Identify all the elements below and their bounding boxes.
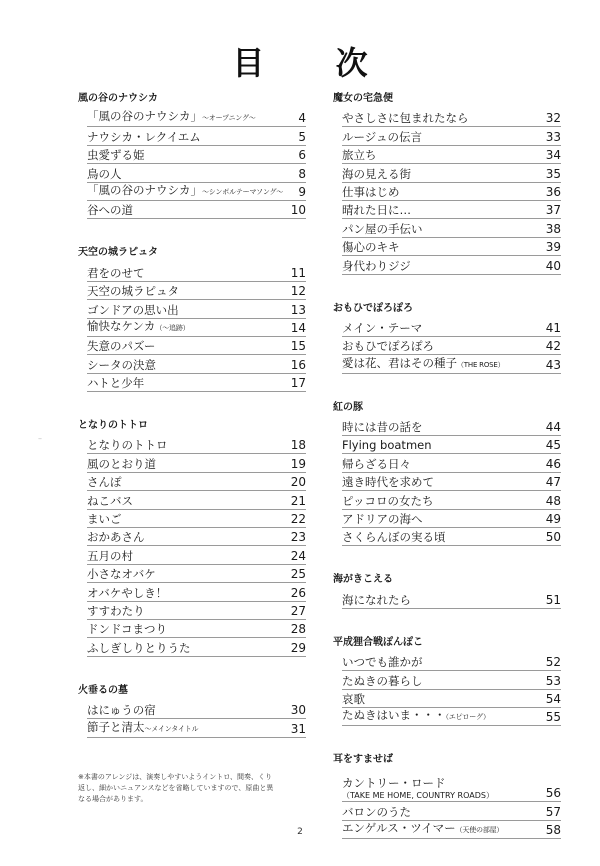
entry-title-text: 仕事はじめ [342,184,400,199]
toc-entry[interactable] [342,491,561,509]
entry-title-text: たぬきはいま・・・ [342,708,446,723]
entry-title [87,339,155,354]
toc-entry[interactable] [342,219,561,237]
margin-mark: – [38,434,42,443]
entry-title-text: バロンのうた [342,804,411,819]
toc-section [78,419,306,657]
entry-title-text: ハトと少年 [87,376,145,391]
entry-title [87,109,256,126]
entry-title-text: 海の見える街 [342,166,411,181]
entry-title [87,303,179,318]
entry-page-number: 43 [545,357,561,372]
toc-entry[interactable] [87,510,306,528]
entry-title-text: 愉快なケンカ [87,318,156,333]
entry-title-text: ふしぎしりとりうた [87,640,191,655]
entry-title-text: 失意のパズー [87,339,156,354]
entry-title-text: 君をのせて [87,265,145,280]
toc-entry[interactable] [87,146,306,164]
entry-title [87,494,133,509]
toc-entry[interactable] [87,109,306,127]
entry-title-text: はにゅうの宿 [87,703,156,718]
entry-title-text: 時には昔の話を [342,420,423,435]
entry-title-text: シータの決意 [87,357,156,372]
entry-title [342,185,400,200]
toc-entry[interactable] [87,602,306,620]
toc-entry[interactable] [87,201,306,219]
toc-section [333,401,561,547]
entry-subtitle: ～オープニング～ [202,114,256,123]
section-title: 紅の豚 [333,401,363,413]
toc-entry[interactable] [342,590,561,608]
entry-page-number: 16 [290,357,306,372]
entry-title [87,586,167,601]
entry-page-number: 30 [290,703,306,718]
section-title: 魔女の宅急便 [333,93,393,104]
entry-page-number: 39 [545,240,561,255]
entry-page-number: 48 [545,493,561,508]
entry-title [87,530,145,545]
entry-title-text: パン屋の手伝い [342,221,423,236]
toc-entry[interactable] [87,454,306,472]
toc-entry[interactable] [342,454,561,472]
entry-title-text: ゴンドアの思い出 [87,302,179,317]
entry-page-number: 42 [545,339,561,354]
entry-page-number: 58 [545,823,561,838]
toc-entry[interactable] [87,701,306,719]
entry-title-text: 鳥の人 [87,166,122,181]
toc-entry[interactable] [342,238,561,256]
entry-page-number: 15 [290,339,306,354]
entry-page-number: 9 [298,184,306,199]
entry-title [87,319,189,336]
toc-entry[interactable] [87,719,306,737]
toc-section [333,573,561,608]
toc-entry[interactable] [342,770,561,802]
entry-subtitle: （THE ROSE） [457,360,505,369]
entry-title [342,356,504,373]
toc-entry[interactable] [342,319,561,337]
entry-page-number: 37 [545,203,561,218]
entry-page-number: 46 [545,456,561,471]
entry-title [342,111,469,126]
entry-title [87,376,144,391]
entry-title-text: 五月の村 [87,548,133,563]
entry-title-text: おかあさん [87,530,145,545]
toc-section [333,636,561,727]
entry-title [87,567,156,582]
entry-page-number: 28 [290,622,306,637]
toc-entry[interactable] [342,355,561,373]
toc-entry[interactable] [342,164,561,182]
entry-title-text: さくらんぼの実る頃 [342,530,446,545]
entry-title [342,130,422,145]
entry-title-text: 海になれたら [342,592,411,607]
toc-entry[interactable] [342,146,561,164]
entry-title-text: すすわたり [87,603,145,618]
entry-page-number: 49 [545,512,561,527]
entry-page-number: 51 [545,592,561,607]
entry-title [342,708,490,725]
entry-page-number: 6 [298,148,306,163]
entry-title-text: 帰らざる日々 [342,456,411,471]
entry-title [87,641,191,656]
entry-title [87,358,156,373]
toc-section [333,92,561,275]
entry-title [87,203,133,218]
toc-entry[interactable] [87,164,306,182]
entry-title-text: 小さなオバケ [87,567,156,582]
toc-entry[interactable] [87,127,306,145]
toc-entry[interactable] [87,638,306,656]
toc-entry[interactable] [342,708,561,726]
toc-entry[interactable] [87,355,306,373]
entry-title [342,148,377,163]
toc-entry[interactable] [87,183,306,201]
entry-subtitle: （～追跡） [155,323,190,332]
entry-title-text: 傷心のキキ [342,240,400,255]
entry-page-number: 13 [290,302,306,317]
entry-page-number: 5 [298,129,306,144]
entry-title [342,339,434,354]
toc-entry[interactable] [87,436,306,454]
entry-title-text: おもひでぽろぽろ [342,339,434,354]
entry-page-number: 38 [545,221,561,236]
entry-title-text: 身代わりジジ [342,258,411,273]
entry-page-number: 53 [545,673,561,688]
toc-entry[interactable] [342,183,561,201]
entry-title [87,148,145,163]
entry-title-text: となりのトトロ [87,438,168,453]
toc-entry[interactable] [342,671,561,689]
entry-title-text: やさしさに包まれたなら [342,111,469,126]
entry-title [342,655,423,670]
entry-page-number: 32 [545,111,561,126]
toc-entry[interactable] [342,510,561,528]
entry-page-number: 50 [545,530,561,545]
toc-entry[interactable] [87,491,306,509]
entry-page-number: 31 [290,721,306,736]
toc-entry[interactable] [87,282,306,300]
entry-title-text: 遠き時代を求めて [342,475,434,490]
entry-page-number: 55 [545,710,561,725]
entry-title [87,130,201,145]
entry-title [87,167,122,182]
toc-entry[interactable] [342,436,561,454]
toc-entry[interactable] [342,256,561,274]
entry-page-number: 14 [290,320,306,335]
entry-title [87,703,156,718]
section-title: 風の谷のナウシカ [78,93,158,104]
entry-title-text: アドリアの海へ [342,512,423,527]
entry-subtitle: ～シンボルテーマソング～ [202,187,284,196]
entry-title-text: ナウシカ・レクイエム [87,129,201,144]
entry-title-text: ドンドコまつり [87,622,168,637]
section-title: 火垂るの墓 [78,684,128,696]
entry-title-text: 虫愛ずる姫 [87,148,145,163]
entry-title [342,167,411,182]
entry-title [342,203,411,218]
toc-entry[interactable] [342,528,561,546]
entry-title-text: ルージュの伝言 [342,129,423,144]
entry-title [342,321,422,336]
toc-entry[interactable] [342,109,561,127]
toc-entry[interactable] [342,337,561,355]
entry-title [342,777,494,801]
entry-title [87,266,145,281]
toc-entry[interactable] [87,565,306,583]
entry-page-number: 56 [545,786,561,801]
toc-entry[interactable] [342,802,561,820]
entry-title [342,240,400,255]
toc-entry[interactable] [342,473,561,491]
entry-page-number: 57 [545,804,561,819]
toc-section [333,302,561,374]
toc-entry[interactable] [342,690,561,708]
entry-page-number: 45 [545,438,561,453]
section-title: 海がきこえる [333,574,393,586]
entry-title [342,259,411,274]
entry-page-number: 24 [290,548,306,563]
toc-entry[interactable] [87,528,306,546]
entry-title [342,805,411,820]
entry-page-number: 19 [290,456,306,471]
entry-page-number: 40 [545,258,561,273]
entry-title-text: ねこバス [87,493,133,508]
section-title: 天空の城ラピュタ [78,247,158,259]
entry-page-number: 35 [545,166,561,181]
entry-title [87,438,168,453]
page-title: 目 次 [232,44,398,82]
section-title: 平成狸合戦ぽんぽこ [333,636,423,648]
entry-title-text: 「風の谷のナウシカ」 [87,182,202,197]
entry-title-text: 節子と清太 [87,719,145,734]
entry-title-text: ピッコロの女たち [342,493,434,508]
entry-page-number: 20 [290,475,306,490]
section-title: おもひでぽろぽろ [333,302,413,314]
entry-title-text: 「風の谷のナウシカ」 [87,109,202,124]
section-title: 耳をすませば [333,754,393,766]
entry-title-text: 哀歌 [342,691,365,706]
entry-title [342,494,434,509]
entry-title-text: まいご [87,512,122,527]
entry-subtitle: （天使の部屋） [455,826,504,835]
entry-page-number: 41 [545,320,561,335]
entry-title-text: 旅立ち [342,148,377,163]
toc-entry[interactable] [87,300,306,318]
toc-entry[interactable] [342,418,561,436]
toc-left-column [78,92,306,765]
entry-title [342,530,446,545]
arrangement-note: ※本書のアレンジは、演奏しやすいようイントロ、間奏、くり返し、細かいニュアンスなどを省略していますので、原曲と異なる場合があります。 [78,773,274,803]
toc-entry[interactable] [87,374,306,392]
entry-title [342,475,434,490]
entry-title [342,593,411,608]
toc-right-column [333,92,561,866]
toc-entry[interactable] [342,127,561,145]
entry-title-text: たぬきの暮らし [342,673,423,688]
entry-page-number: 4 [298,111,306,126]
entry-page-number: 44 [545,420,561,435]
entry-subtitle: （エピローグ） [445,713,490,722]
entry-page-number: 47 [545,475,561,490]
entry-title-text: 天空の城ラピュタ [87,284,179,299]
toc-entry[interactable] [342,653,561,671]
entry-title-text: メイン・テーマ [342,320,423,335]
entry-page-number: 34 [545,148,561,163]
entry-page-number: 23 [290,530,306,545]
entry-page-number: 54 [545,691,561,706]
entry-page-number: 18 [290,438,306,453]
entry-title [87,475,122,490]
entry-title [87,720,198,737]
toc-entry[interactable] [87,337,306,355]
entry-page-number: 17 [290,376,306,391]
entry-title-text: エンゲルス・ツイマー [342,821,456,836]
entry-title [342,222,423,237]
toc-section [78,92,306,219]
entry-title [87,457,156,472]
entry-title [342,420,423,435]
entry-page-number: 25 [290,567,306,582]
entry-page-number: 36 [545,184,561,199]
entry-subtitle-line: （TAKE ME HOME, COUNTRY ROADS） [342,791,494,801]
entry-title [87,549,133,564]
entry-title [342,457,411,472]
entry-title [342,438,432,453]
toc-section [78,684,306,738]
entry-title [87,512,122,527]
entry-page-number: 29 [290,640,306,655]
entry-title-text: 晴れた日に… [342,203,411,218]
entry-title [87,622,167,637]
entry-page-number: 8 [298,166,306,181]
entry-title-text: カントリー・ロード [342,776,446,791]
toc-entry[interactable] [342,201,561,219]
entry-title-text: さんぽ [87,475,122,490]
entry-title [87,183,283,200]
entry-title [342,674,423,689]
entry-page-number: 52 [545,655,561,670]
entry-page-number: 27 [290,603,306,618]
entry-page-number: 33 [545,129,561,144]
toc-entry[interactable] [87,263,306,281]
entry-title [342,692,365,707]
section-title: となりのトトロ [78,420,148,432]
entry-page-number: 10 [290,203,306,218]
entry-page-number: 21 [290,493,306,508]
toc-entry[interactable] [87,473,306,491]
entry-page-number: 11 [290,265,306,280]
toc-entry[interactable] [87,546,306,564]
entry-title-text: 愛は花、君はその種子 [342,355,457,370]
entry-title-text: 風のとおり道 [87,456,156,471]
entry-title [342,512,423,527]
entry-page-number: 26 [290,585,306,600]
entry-title-text: Flying boatmen [342,438,432,453]
entry-page-number: 12 [290,284,306,299]
page-number: 2 [297,827,303,837]
toc-entry[interactable] [87,319,306,337]
entry-title [87,284,179,299]
toc-entry[interactable] [87,583,306,601]
toc-section [78,246,306,392]
entry-subtitle: ～メインタイトル [144,724,199,733]
entry-title [87,604,145,619]
toc-entry[interactable] [87,620,306,638]
entry-title-text: いつでも誰かが [342,655,423,670]
entry-title-text: オバケやしき！ [87,585,168,600]
entry-title-text: 谷への道 [87,203,133,218]
entry-page-number: 22 [290,512,306,527]
